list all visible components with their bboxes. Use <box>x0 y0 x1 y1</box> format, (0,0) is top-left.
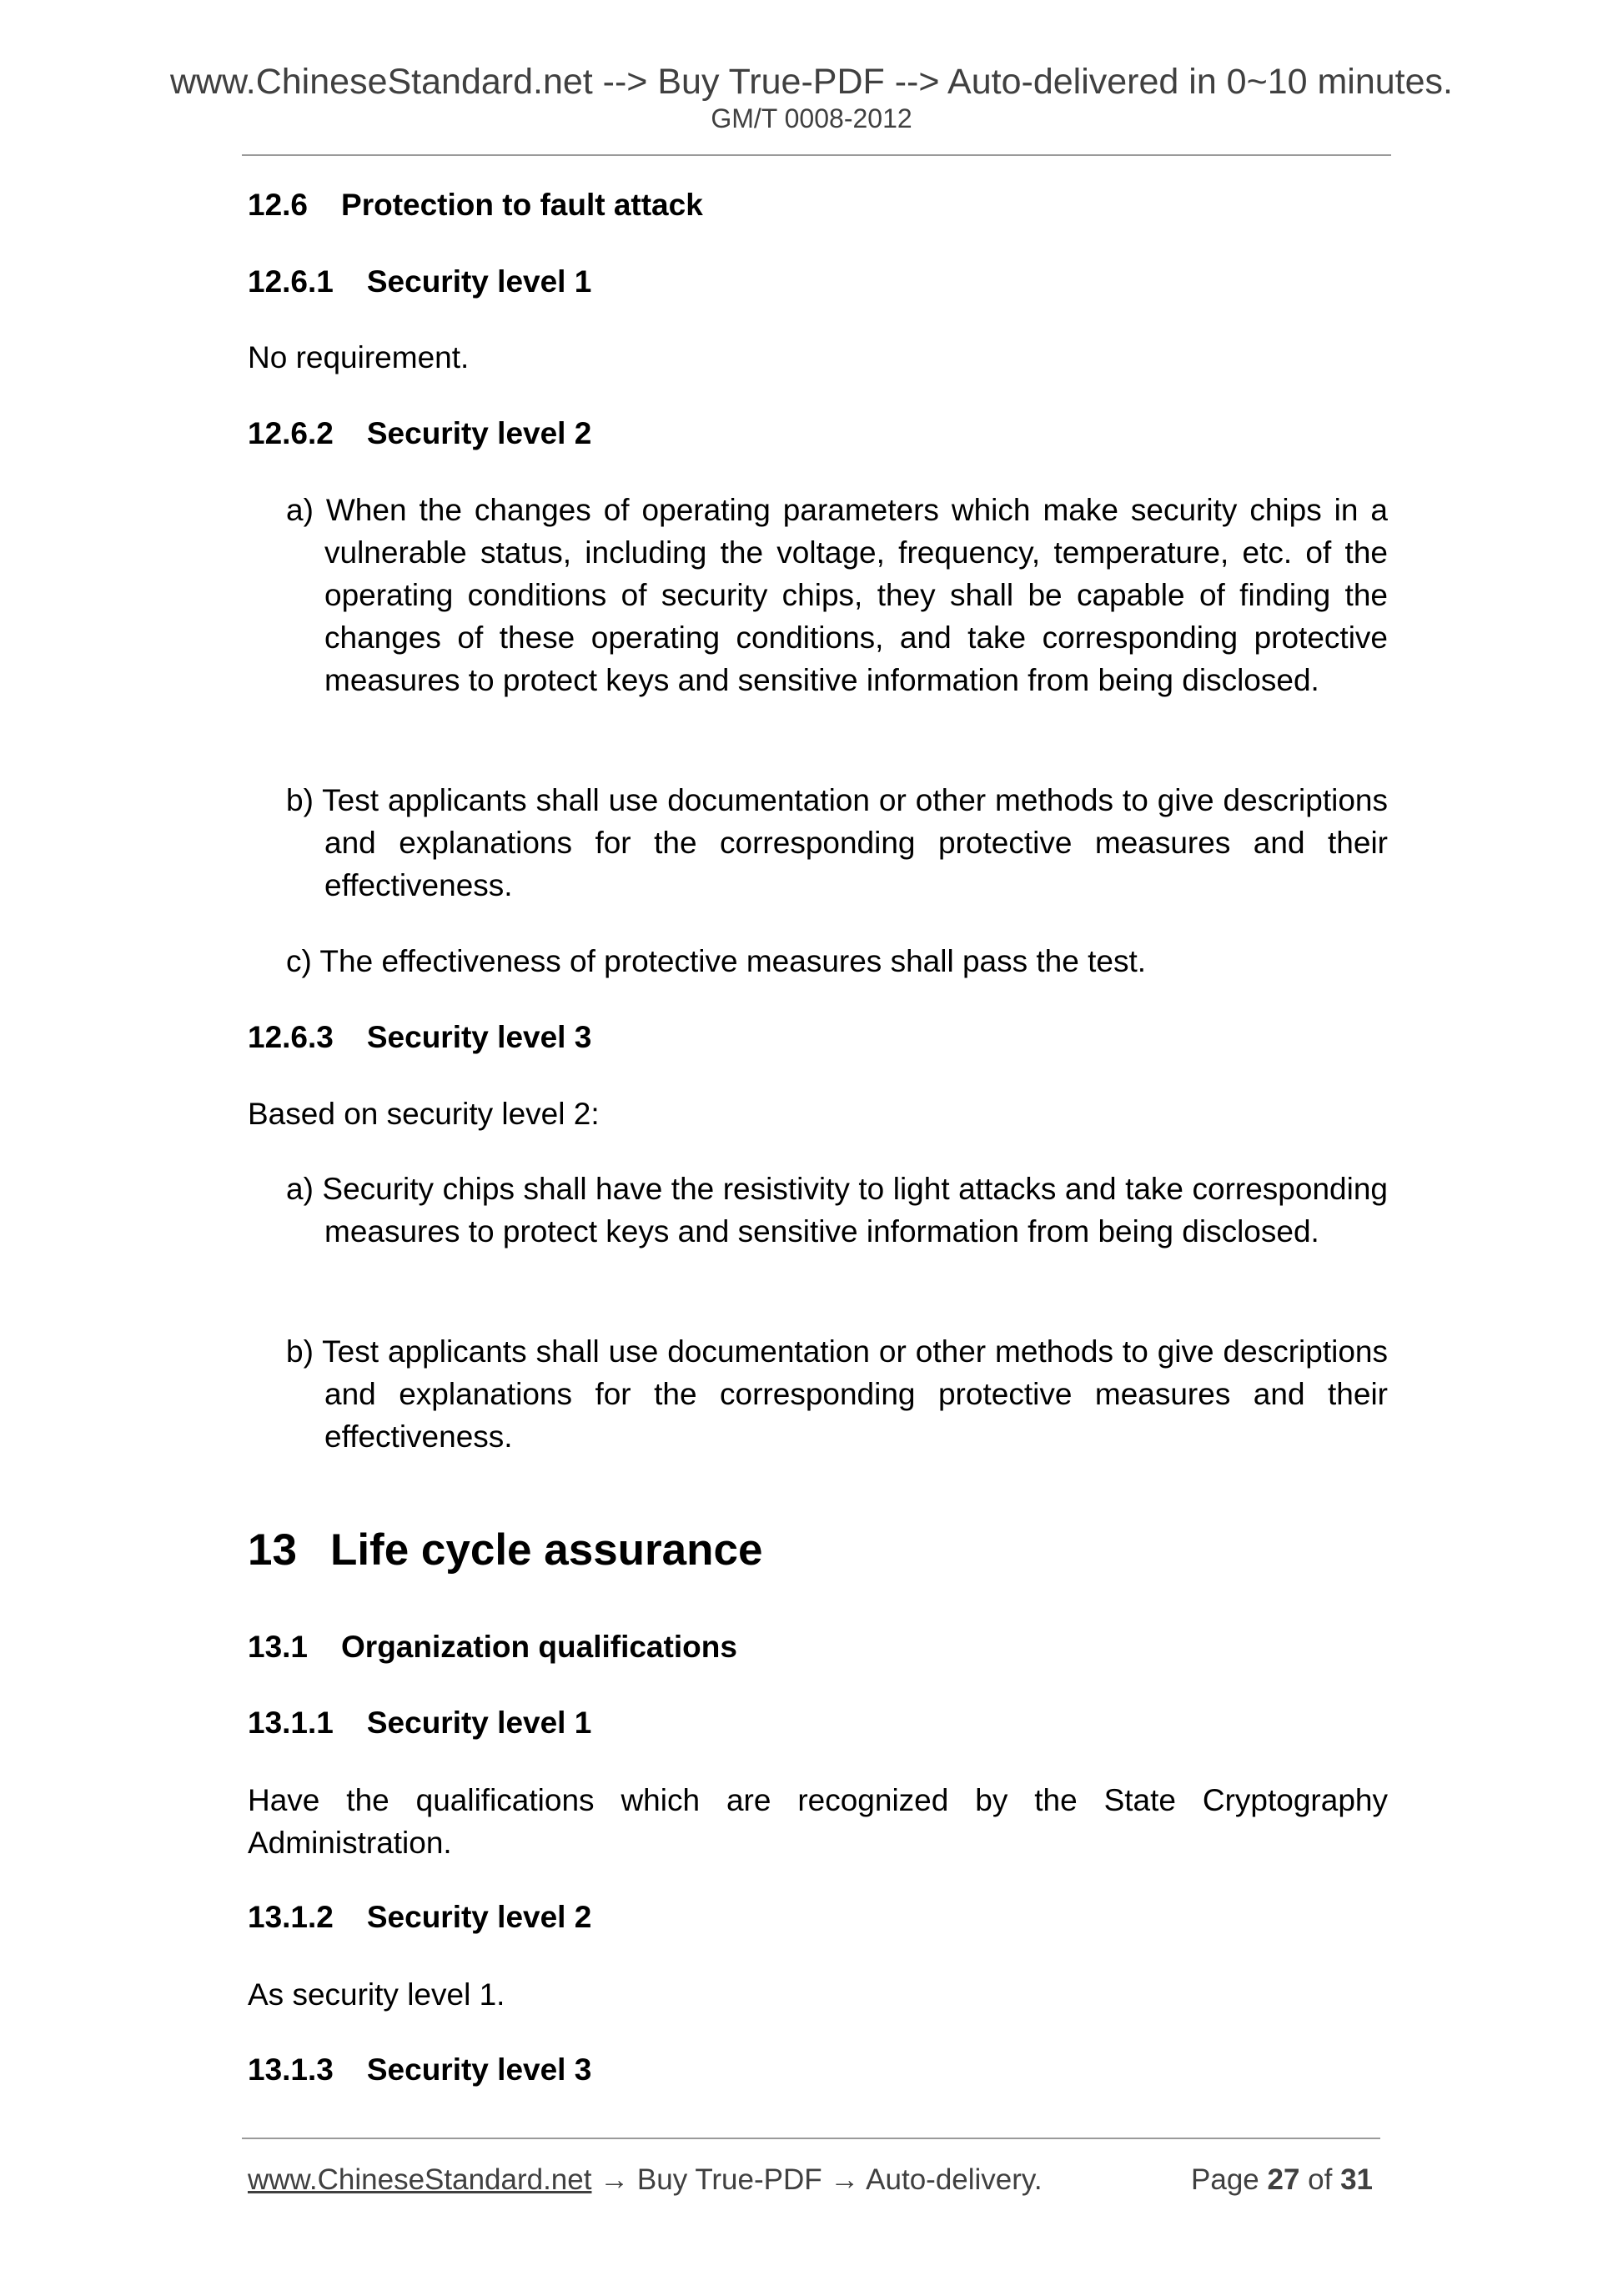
section-title: Protection to fault attack <box>341 188 703 222</box>
section-title: Security level 3 <box>366 1020 592 1054</box>
section-title: Security level 3 <box>366 2052 592 2087</box>
list-item: c) The effectiveness of protective measures shall pass the test. <box>286 944 1147 978</box>
section-number: 12.6.2 <box>248 416 334 450</box>
heading-12-6 <box>248 184 703 226</box>
section-title: Life cycle assurance <box>329 1525 763 1575</box>
total-pages: 31 <box>1340 2163 1373 2196</box>
list-item: b) Test applicants shall use documentation or other methods to give descriptions and explanations for the corresponding protective measures and their effectiveness. <box>286 1334 1388 1454</box>
heading-13-1 <box>248 1626 737 1668</box>
heading-12-6-2 <box>248 413 591 455</box>
section-number: 13 <box>248 1525 297 1575</box>
section-number: 13.1.3 <box>248 2052 334 2087</box>
list-item: a) When the changes of operating parameters which make security chips in a vulnerable status, including the voltage, frequency, temperature, etc. of the operating conditions of security chips, they shall be capable of finding the changes of these operating conditions, and take corresponding protective measures to protect keys and sensitive information from being disclosed. <box>286 493 1388 697</box>
section-number: 12.6.1 <box>248 264 334 299</box>
of-label: of <box>1299 2163 1341 2196</box>
paragraph: As security level 1. <box>248 1977 505 2012</box>
section-number: 12.6.3 <box>248 1020 334 1054</box>
page-number <box>1191 2162 1373 2198</box>
footer-promo <box>248 2162 1043 2198</box>
section-number: 12.6 <box>248 188 309 222</box>
footer-divider <box>242 2138 1380 2139</box>
paragraph: Based on security level 2: <box>248 1097 600 1131</box>
list-item: b) Test applicants shall use documentation or other methods to give descriptions and explanations for the corresponding protective measures and their effectiveness. <box>286 783 1388 902</box>
list-item: a) Security chips shall have the resistivity to light attacks and take corresponding measures to protect keys and sensitive information from being disclosed. <box>286 1172 1388 1248</box>
heading-13-1-2 <box>248 1897 591 1938</box>
page-label: Page <box>1191 2163 1268 2196</box>
footer-text: → Buy True-PDF → Auto-delivery. <box>591 2163 1043 2196</box>
heading-13-1-3 <box>248 2049 591 2091</box>
section-number: 13.1.2 <box>248 1900 334 1934</box>
paragraph: Have the qualifications which are recognized by the State Cryptography Administration. <box>248 1783 1388 1860</box>
heading-12-6-3 <box>248 1017 591 1058</box>
header-banner: www.ChineseStandard.net --> Buy True-PDF --> Auto-delivered in 0~10 minutes. <box>169 62 1453 102</box>
header-divider <box>242 154 1391 156</box>
heading-13 <box>248 1524 763 1577</box>
footer-link[interactable]: www.ChineseStandard.net <box>248 2163 592 2196</box>
section-number: 13.1 <box>248 1630 309 1664</box>
section-title: Security level 2 <box>366 416 592 450</box>
current-page: 27 <box>1267 2163 1300 2196</box>
section-title: Security level 1 <box>366 1706 592 1740</box>
heading-12-6-1 <box>248 261 591 303</box>
heading-13-1-1 <box>248 1702 591 1744</box>
section-title: Security level 2 <box>366 1900 592 1934</box>
section-title: Organization qualifications <box>341 1630 737 1664</box>
section-title: Security level 1 <box>366 264 592 299</box>
document-id: GM/T 0008-2012 <box>711 103 912 133</box>
section-number: 13.1.1 <box>248 1706 334 1740</box>
paragraph: No requirement. <box>248 340 470 374</box>
